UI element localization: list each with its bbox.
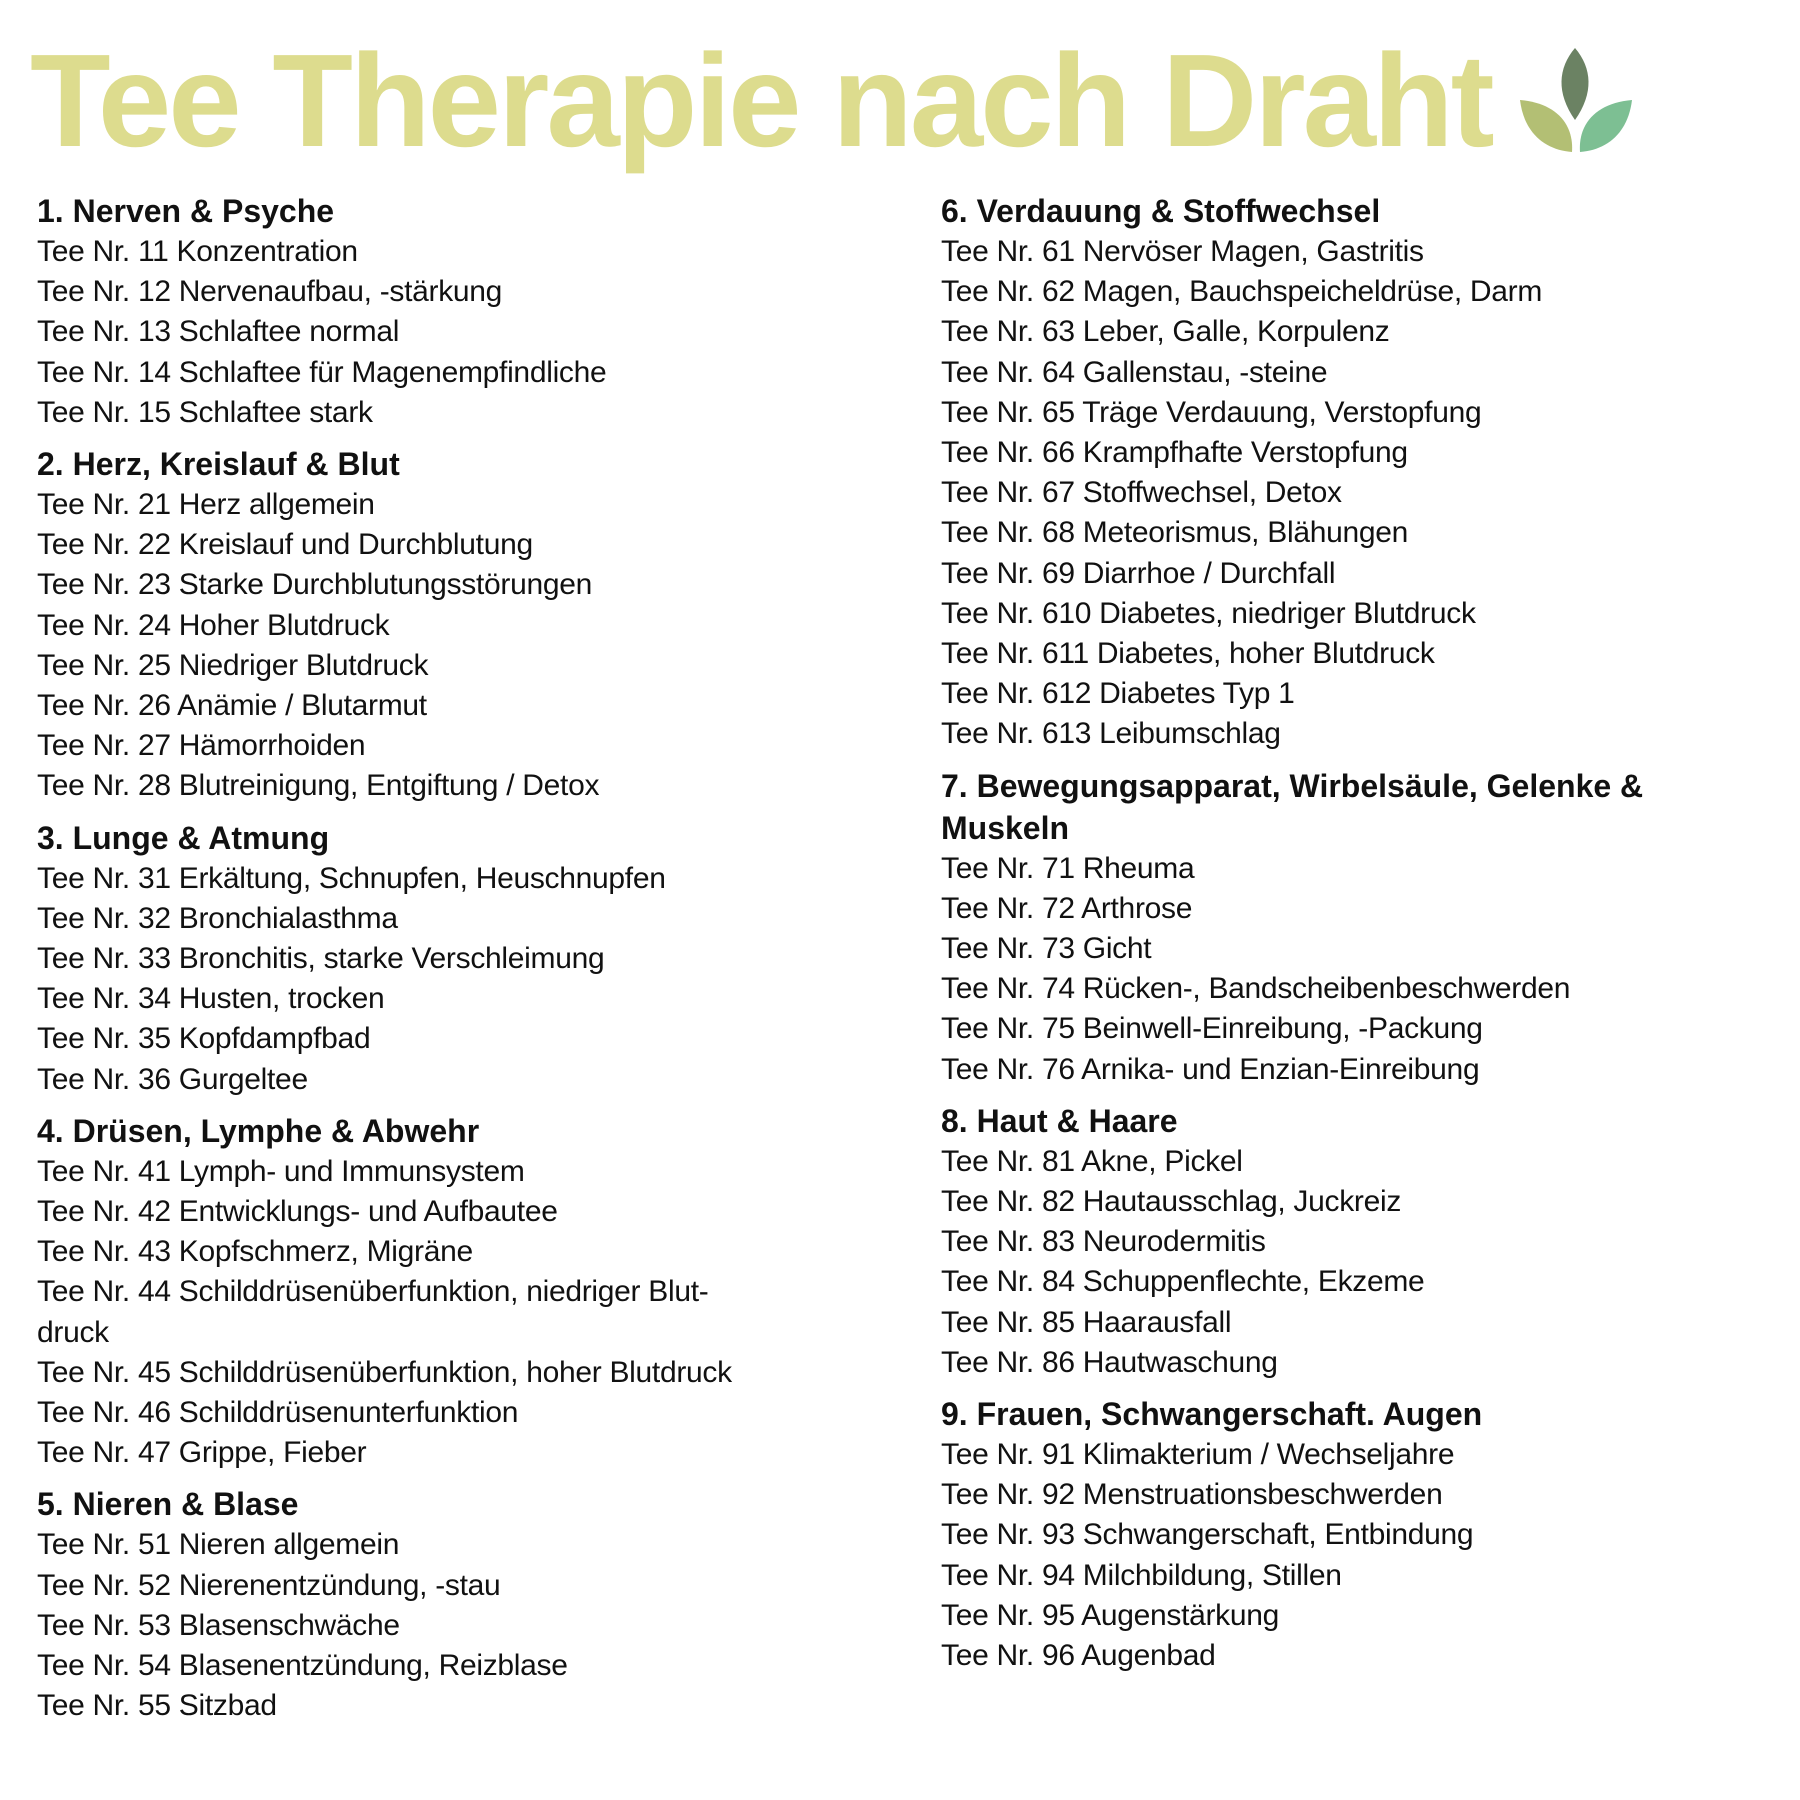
tea-list-item: Tee Nr. 83 Neurodermitis bbox=[941, 1225, 1266, 1259]
tea-list-item: Tee Nr. 12 Nervenaufbau, -stärkung bbox=[37, 275, 503, 309]
category-section bbox=[37, 190, 897, 433]
tea-list-item: Tee Nr. 28 Blutreinigung, Entgiftung / Detox bbox=[37, 769, 600, 803]
category-section bbox=[941, 1393, 1781, 1676]
tea-list-item: Tee Nr. 22 Kreislauf und Durchblutung bbox=[37, 528, 533, 562]
tea-list-item: Tee Nr. 32 Bronchialasthma bbox=[37, 901, 398, 935]
tea-list-item: Tee Nr. 610 Diabetes, niedriger Blutdruck bbox=[941, 596, 1476, 630]
tea-list-item: Tee Nr. 81 Akne, Pickel bbox=[941, 1144, 1243, 1178]
tea-list-item: Tee Nr. 66 Krampfhafte Verstopfung bbox=[941, 436, 1408, 470]
tea-list-item: Tee Nr. 44 Schilddrüsenüberfunktion, niedriger Blut- druck bbox=[37, 1275, 709, 1349]
leaf-top bbox=[1561, 48, 1588, 120]
tea-list-item: Tee Nr. 26 Anämie / Blutarmut bbox=[37, 689, 427, 723]
tea-list-item: Tee Nr. 94 Milchbildung, Stillen bbox=[941, 1558, 1342, 1592]
page-title: Tee Therapie nach Draht bbox=[30, 27, 1492, 174]
category-heading: 9. Frauen, Schwangerschaft. Augen bbox=[941, 1396, 1483, 1433]
category-heading: 3. Lunge & Atmung bbox=[37, 819, 330, 856]
category-heading: 1. Nerven & Psyche bbox=[37, 193, 335, 229]
tea-list-item: Tee Nr. 36 Gurgeltee bbox=[37, 1062, 308, 1096]
tea-list-item: Tee Nr. 85 Haarausfall bbox=[941, 1305, 1232, 1339]
tea-list-item: Tee Nr. 86 Hautwaschung bbox=[941, 1345, 1278, 1379]
tea-list-item: Tee Nr. 71 Rheuma bbox=[941, 851, 1195, 885]
category-section bbox=[941, 1100, 1781, 1383]
tea-list-item: Tee Nr. 27 Hämorrhoiden bbox=[37, 729, 366, 763]
tea-list-item: Tee Nr. 42 Entwicklungs- und Aufbautee bbox=[37, 1195, 558, 1229]
tea-list-item: Tee Nr. 63 Leber, Galle, Korpulenz bbox=[941, 315, 1390, 349]
tea-list-item: Tee Nr. 23 Starke Durchblutungsstörungen bbox=[37, 568, 592, 602]
tea-list-item: Tee Nr. 613 Leibumschlag bbox=[941, 717, 1281, 751]
tea-list-item: Tee Nr. 24 Hoher Blutdruck bbox=[37, 608, 390, 642]
tea-list-item: Tee Nr. 62 Magen, Bauchspeicheldrüse, Darm bbox=[941, 275, 1543, 309]
category-section bbox=[37, 1483, 897, 1726]
tea-list-item: Tee Nr. 82 Hautausschlag, Juckreiz bbox=[941, 1185, 1402, 1219]
tea-list-item: Tee Nr. 54 Blasenentzündung, Reizblase bbox=[37, 1649, 568, 1683]
tea-list-item: Tee Nr. 611 Diabetes, hoher Blutdruck bbox=[941, 637, 1435, 671]
tea-list-item: Tee Nr. 35 Kopfdampfbad bbox=[37, 1022, 371, 1056]
tea-list-item: Tee Nr. 65 Träge Verdauung, Verstopfung bbox=[941, 395, 1482, 429]
tea-list-item: Tee Nr. 43 Kopfschmerz, Migräne bbox=[37, 1235, 473, 1269]
tea-list-item: Tee Nr. 75 Beinwell-Einreibung, -Packung bbox=[941, 1012, 1483, 1046]
tea-list-item: Tee Nr. 67 Stoffwechsel, Detox bbox=[941, 476, 1342, 510]
tea-list-item: Tee Nr. 93 Schwangerschaft, Entbindung bbox=[941, 1518, 1474, 1552]
category-section bbox=[37, 817, 897, 1100]
tea-list-item: Tee Nr. 95 Augenstärkung bbox=[941, 1598, 1280, 1632]
category-heading: 4. Drüsen, Lymphe & Abwehr bbox=[37, 1112, 480, 1149]
tea-list-item: Tee Nr. 21 Herz allgemein bbox=[37, 488, 375, 522]
leaf-right bbox=[1580, 100, 1632, 152]
tea-list-item: Tee Nr. 47 Grippe, Fieber bbox=[37, 1436, 367, 1470]
category-heading: 2. Herz, Kreislauf & Blut bbox=[37, 446, 400, 483]
tea-list-item: Tee Nr. 72 Arthrose bbox=[941, 891, 1193, 925]
tea-list-item: Tee Nr. 55 Sitzbad bbox=[37, 1689, 277, 1723]
tea-list-item: Tee Nr. 46 Schilddrüsenunterfunktion bbox=[37, 1396, 519, 1430]
tea-list-item: Tee Nr. 84 Schuppenflechte, Ekzeme bbox=[941, 1265, 1425, 1299]
tea-list-item: Tee Nr. 15 Schlaftee stark bbox=[37, 395, 373, 429]
tea-list-item: Tee Nr. 41 Lymph- und Immunsystem bbox=[37, 1154, 525, 1188]
tea-list-item: Tee Nr. 31 Erkältung, Schnupfen, Heuschnupfen bbox=[37, 861, 666, 895]
tea-list-item: Tee Nr. 73 Gicht bbox=[941, 932, 1152, 966]
category-section bbox=[37, 1110, 897, 1474]
tea-list-item: Tee Nr. 52 Nierenentzündung, -stau bbox=[37, 1568, 501, 1602]
tea-list-item: Tee Nr. 33 Bronchitis, starke Verschleimung bbox=[37, 942, 605, 976]
tea-list-item: Tee Nr. 91 Klimakterium / Wechseljahre bbox=[941, 1438, 1455, 1472]
tea-list-item: Tee Nr. 61 Nervöser Magen, Gastritis bbox=[941, 235, 1424, 268]
tea-list-item: Tee Nr. 13 Schlaftee normal bbox=[37, 315, 400, 349]
category-section bbox=[37, 443, 897, 807]
category-heading: 6. Verdauung & Stoffwechsel bbox=[941, 193, 1381, 229]
left-column bbox=[37, 190, 897, 1737]
category-heading: 5. Nieren & Blase bbox=[37, 1486, 299, 1523]
leaf-left bbox=[1520, 100, 1572, 152]
tea-list-item: Tee Nr. 11 Konzentration bbox=[37, 235, 358, 268]
tea-list-item: Tee Nr. 51 Nieren allgemein bbox=[37, 1528, 400, 1562]
tea-list-item: Tee Nr. 69 Diarrhoe / Durchfall bbox=[941, 556, 1336, 590]
category-heading: 8. Haut & Haare bbox=[941, 1102, 1178, 1139]
tea-list-item: Tee Nr. 45 Schilddrüsenüberfunktion, hoher Blutdruck bbox=[37, 1355, 732, 1389]
right-column bbox=[941, 190, 1781, 1686]
tea-list-item: Tee Nr. 64 Gallenstau, -steine bbox=[941, 355, 1328, 389]
tea-list-item: Tee Nr. 96 Augenbad bbox=[941, 1639, 1216, 1673]
tea-list-item: Tee Nr. 612 Diabetes Typ 1 bbox=[941, 677, 1295, 711]
tea-list-item: Tee Nr. 14 Schlaftee für Magenempfindliche bbox=[37, 355, 607, 389]
leaf-logo-icon bbox=[1520, 48, 1645, 158]
tea-list-item: Tee Nr. 25 Niedriger Blutdruck bbox=[37, 648, 429, 682]
tea-list-item: Tee Nr. 53 Blasenschwäche bbox=[37, 1608, 400, 1642]
category-heading: 7. Bewegungsapparat, Wirbelsäule, Gelenke & Muskeln bbox=[941, 767, 1644, 846]
tea-list-item: Tee Nr. 34 Husten, trocken bbox=[37, 982, 385, 1016]
tea-list-item: Tee Nr. 92 Menstruationsbeschwerden bbox=[941, 1478, 1443, 1512]
tea-list-item: Tee Nr. 74 Rücken-, Bandscheibenbeschwerden bbox=[941, 972, 1571, 1006]
tea-list-item: Tee Nr. 68 Meteorismus, Blähungen bbox=[941, 516, 1409, 550]
category-section bbox=[941, 765, 1781, 1090]
tea-list-item: Tee Nr. 76 Arnika- und Enzian-Einreibung bbox=[941, 1052, 1480, 1086]
category-section bbox=[941, 190, 1781, 755]
